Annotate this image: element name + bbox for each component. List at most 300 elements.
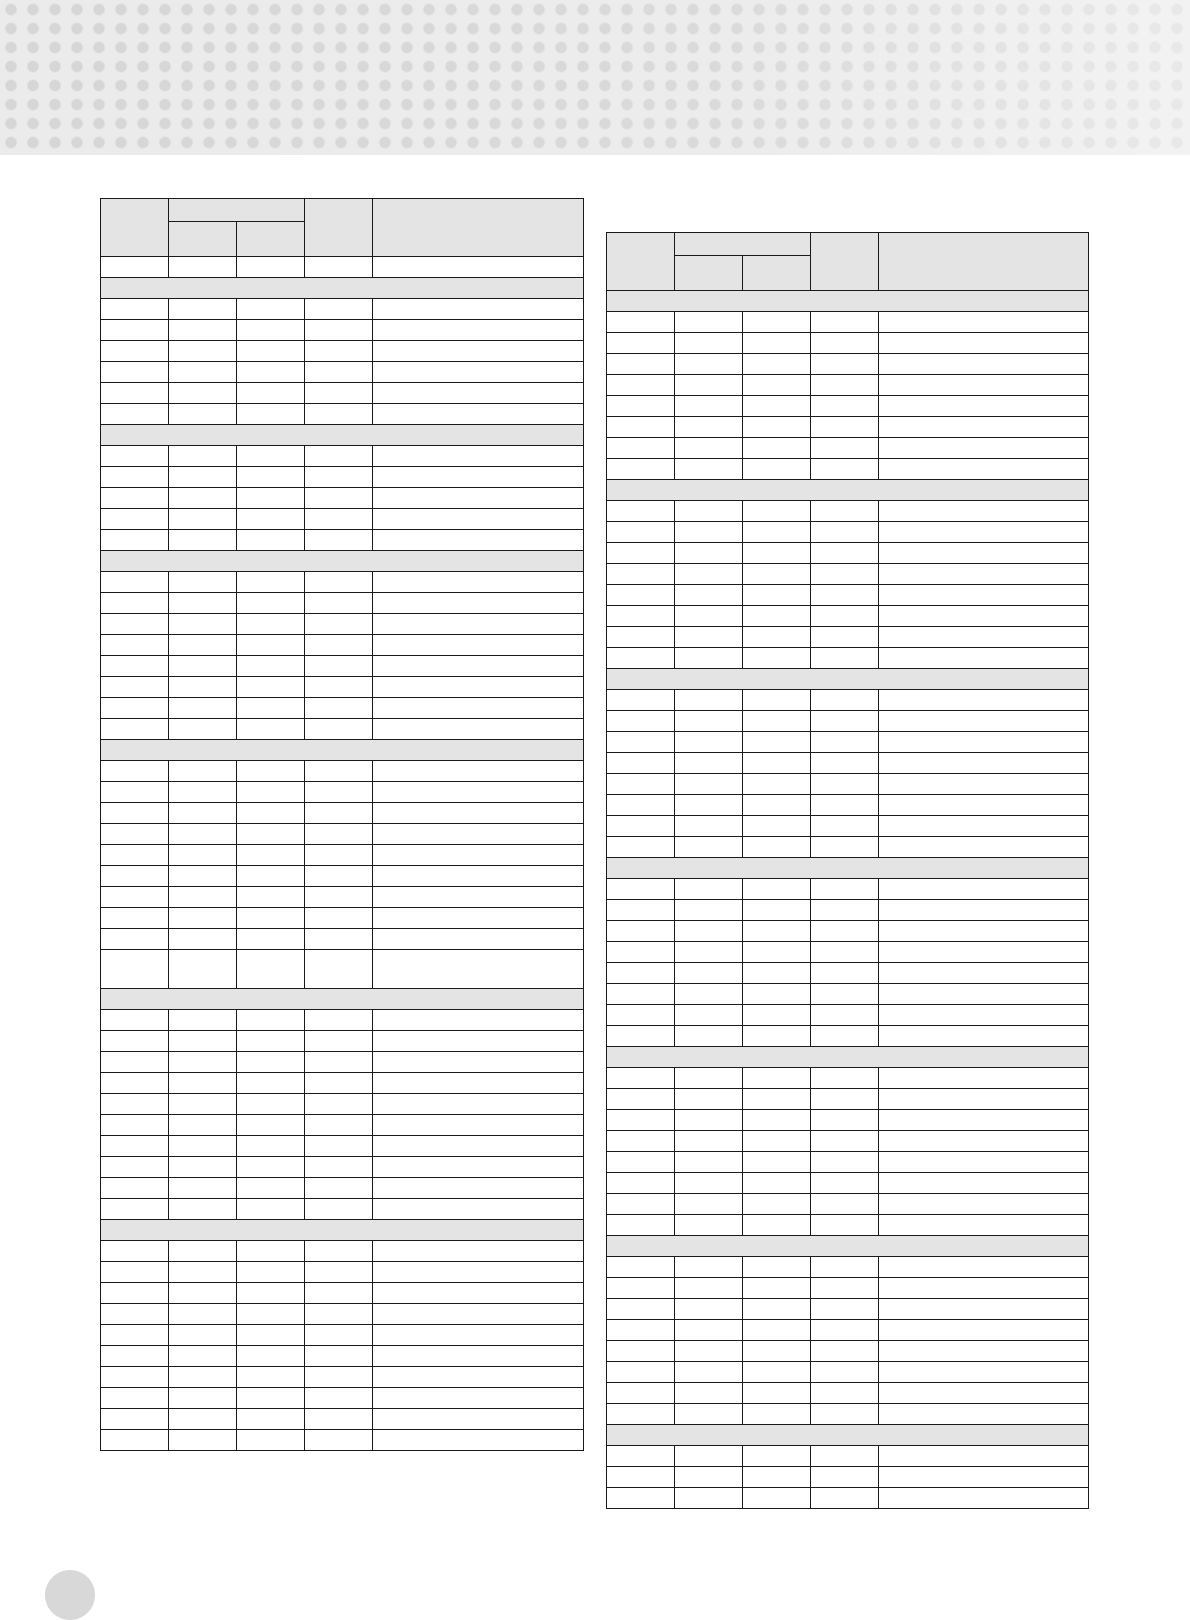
table-cell [237,761,305,782]
table-cell [743,1488,811,1509]
table-row [607,1488,1089,1509]
table-cell [811,795,879,816]
table-cell [811,1404,879,1425]
table-cell [373,1241,584,1262]
table-cell [169,1073,237,1094]
table-cell [879,522,1089,543]
table-cell [305,719,373,740]
table-row [101,1010,584,1031]
table-cell [169,383,237,404]
table-cell [305,320,373,341]
table-cell [373,887,584,908]
group-cell [607,1236,1089,1257]
table-cell [811,774,879,795]
table-cell [101,698,169,719]
table-cell [811,1362,879,1383]
table-cell [169,1262,237,1283]
table-cell [675,312,743,333]
table-cell [675,438,743,459]
table-cell [607,1089,675,1110]
table-cell [305,362,373,383]
table-row [607,1194,1089,1215]
table-cell [879,963,1089,984]
table-cell [607,1110,675,1131]
table-cell [373,299,584,320]
table-cell [811,732,879,753]
table-row [607,417,1089,438]
table-cell [607,921,675,942]
table-cell [305,929,373,950]
table-cell [373,656,584,677]
table-cell [101,593,169,614]
table-cell [811,1173,879,1194]
table-cell [607,375,675,396]
table-cell [743,564,811,585]
table-cell [169,782,237,803]
table-cell [607,1005,675,1026]
table-cell [237,320,305,341]
table-cell [607,1299,675,1320]
table-cell [879,585,1089,606]
table-row [607,501,1089,522]
table-group-row [101,551,584,572]
table-cell [169,1325,237,1346]
table-cell [373,1304,584,1325]
right-header-col2a [675,256,743,291]
table-cell [743,1173,811,1194]
table-cell [879,396,1089,417]
table-cell [373,446,584,467]
table-cell [169,1241,237,1262]
table-cell [811,1215,879,1236]
table-cell [169,488,237,509]
table-cell [305,467,373,488]
table-cell [675,564,743,585]
table-cell [169,362,237,383]
table-cell [607,774,675,795]
table-cell [743,795,811,816]
table-cell [811,1194,879,1215]
table-cell [811,1089,879,1110]
table-cell [101,1388,169,1409]
table-cell [305,383,373,404]
table-cell [237,257,305,278]
table-cell [811,711,879,732]
table-cell [743,333,811,354]
table-cell [237,1199,305,1220]
table-cell [675,417,743,438]
table-cell [237,677,305,698]
table-cell [169,1136,237,1157]
table-cell [237,1409,305,1430]
table-cell [169,677,237,698]
table-cell [675,1383,743,1404]
table-cell [305,761,373,782]
table-cell [101,530,169,551]
table-cell [237,1325,305,1346]
table-cell [811,1278,879,1299]
table-row [607,648,1089,669]
table-cell [607,1215,675,1236]
table-cell [305,866,373,887]
table-cell [811,333,879,354]
table-cell [879,1026,1089,1047]
table-cell [373,635,584,656]
table-cell [373,1178,584,1199]
table-cell [169,1367,237,1388]
left-header-col2-group [169,199,305,222]
table-cell [879,1299,1089,1320]
table-cell [743,1215,811,1236]
table-cell [879,774,1089,795]
table-cell [373,467,584,488]
table-row [607,690,1089,711]
table-group-row [607,669,1089,690]
table-cell [101,1178,169,1199]
table-cell [743,1299,811,1320]
table-row [101,299,584,320]
table-cell [305,698,373,719]
table-group-row [101,989,584,1010]
table-row [101,509,584,530]
table-cell [675,1026,743,1047]
table-cell [237,719,305,740]
table-cell [879,1257,1089,1278]
table-cell [607,333,675,354]
table-cell [675,984,743,1005]
table-row [101,929,584,950]
table-cell [305,299,373,320]
table-group-row [607,291,1089,312]
table-cell [675,900,743,921]
table-cell [101,950,169,989]
table-group-row [101,740,584,761]
table-cell [811,1320,879,1341]
table-row [101,257,584,278]
table-cell [373,719,584,740]
table-cell [237,908,305,929]
table-cell [305,845,373,866]
table-cell [305,677,373,698]
table-cell [743,942,811,963]
right-header-col1 [607,233,675,291]
table-cell [811,606,879,627]
left-header-col4 [373,199,584,257]
table-row [101,719,584,740]
table-cell [305,908,373,929]
table-cell [607,690,675,711]
table-cell [675,501,743,522]
table-cell [305,257,373,278]
table-row [101,1136,584,1157]
table-cell [811,648,879,669]
table-cell [743,1362,811,1383]
table-cell [101,1325,169,1346]
table-cell [373,341,584,362]
group-cell [101,425,584,446]
table-cell [101,446,169,467]
table-cell [607,1152,675,1173]
table-cell [879,711,1089,732]
table-cell [101,635,169,656]
table-cell [675,1215,743,1236]
table-cell [811,1383,879,1404]
table-cell [237,1136,305,1157]
table-cell [101,761,169,782]
table-cell [675,1362,743,1383]
table-cell [169,1199,237,1220]
table-cell [237,362,305,383]
table-row [607,1215,1089,1236]
table-cell [675,690,743,711]
table-cell [373,1367,584,1388]
page-number-badge [45,1570,95,1620]
table-cell [675,459,743,480]
table-cell [607,942,675,963]
table-cell [675,648,743,669]
table-cell [169,845,237,866]
table-cell [101,1031,169,1052]
table-cell [811,1005,879,1026]
table-cell [169,1031,237,1052]
table-cell [743,1257,811,1278]
table-cell [101,677,169,698]
table-cell [675,942,743,963]
table-cell [305,1241,373,1262]
table-cell [373,257,584,278]
table-cell [373,824,584,845]
table-cell [305,614,373,635]
table-cell [373,1073,584,1094]
table-cell [743,354,811,375]
table-cell [607,606,675,627]
table-cell [305,887,373,908]
table-cell [675,1257,743,1278]
table-row [607,1068,1089,1089]
table-cell [237,1262,305,1283]
table-cell [879,1194,1089,1215]
table-cell [811,1446,879,1467]
table-cell [675,1173,743,1194]
table-cell [305,1115,373,1136]
table-cell [305,1325,373,1346]
table-cell [237,1430,305,1451]
table-cell [879,438,1089,459]
table-cell [743,1278,811,1299]
table-cell [373,1094,584,1115]
table-cell [305,1052,373,1073]
table-row [101,404,584,425]
table-cell [373,1325,584,1346]
table-cell [169,1346,237,1367]
table-cell [169,341,237,362]
table-cell [743,1131,811,1152]
table-row [607,711,1089,732]
table-cell [101,1157,169,1178]
table-cell [675,1320,743,1341]
table-cell [373,530,584,551]
table-cell [305,656,373,677]
table-cell [811,1068,879,1089]
table-cell [305,1430,373,1451]
table-row [607,774,1089,795]
table-cell [305,824,373,845]
table-cell [675,1404,743,1425]
table-cell [169,866,237,887]
table-cell [607,1404,675,1425]
table-cell [237,1178,305,1199]
table-cell [101,572,169,593]
table-cell [237,341,305,362]
table-cell [101,1094,169,1115]
table-cell [607,459,675,480]
table-cell [101,1241,169,1262]
table-cell [811,900,879,921]
table-row [607,1383,1089,1404]
table-cell [811,816,879,837]
table-cell [373,362,584,383]
table-row [607,1152,1089,1173]
table-cell [675,1488,743,1509]
table-cell [743,459,811,480]
table-row [607,396,1089,417]
table-cell [675,879,743,900]
table-cell [305,1136,373,1157]
table-cell [101,1430,169,1451]
table-cell [879,1068,1089,1089]
table-cell [373,1388,584,1409]
table-cell [169,1304,237,1325]
table-row [607,1299,1089,1320]
table-row [101,1031,584,1052]
table-cell [879,606,1089,627]
right-header-col3 [811,233,879,291]
table-cell [169,467,237,488]
table-cell [237,1031,305,1052]
table-cell [237,803,305,824]
table-row [607,1320,1089,1341]
table-cell [373,1031,584,1052]
table-cell [101,467,169,488]
table-row [101,362,584,383]
table-cell [675,1131,743,1152]
table-cell [169,635,237,656]
table-cell [237,950,305,989]
table-cell [237,782,305,803]
table-cell [879,1110,1089,1131]
table-cell [169,656,237,677]
table-cell [811,375,879,396]
table-row [607,585,1089,606]
table-cell [101,908,169,929]
table-cell [743,816,811,837]
table-cell [879,732,1089,753]
table-cell [811,984,879,1005]
table-cell [607,564,675,585]
table-cell [879,837,1089,858]
table-cell [675,606,743,627]
table-cell [305,1199,373,1220]
table-cell [373,698,584,719]
table-cell [607,1467,675,1488]
table-cell [675,1446,743,1467]
table-cell [607,816,675,837]
table-row [607,459,1089,480]
table-row [101,656,584,677]
table-cell [169,1283,237,1304]
table-cell [811,354,879,375]
table-row [101,320,584,341]
table-cell [607,732,675,753]
table-cell [607,1194,675,1215]
table-cell [237,488,305,509]
table-cell [305,1073,373,1094]
table-cell [237,1094,305,1115]
table-cell [101,1409,169,1430]
table-cell [237,299,305,320]
table-row [607,1173,1089,1194]
table-row [101,1430,584,1451]
table-row [607,900,1089,921]
table-cell [373,1409,584,1430]
table-cell [169,719,237,740]
table-cell [305,1178,373,1199]
table-cell [237,845,305,866]
table-cell [101,614,169,635]
table-cell [607,354,675,375]
table-cell [879,1215,1089,1236]
group-cell [607,669,1089,690]
table-cell [879,1173,1089,1194]
table-cell [743,690,811,711]
table-cell [373,1283,584,1304]
table-cell [305,341,373,362]
table-cell [305,446,373,467]
table-cell [743,522,811,543]
table-cell [879,984,1089,1005]
table-cell [675,1194,743,1215]
table-cell [373,761,584,782]
table-cell [879,543,1089,564]
table-group-row [101,278,584,299]
table-cell [743,1005,811,1026]
table-cell [305,509,373,530]
table-cell [169,1094,237,1115]
table-cell [373,1010,584,1031]
table-cell [169,593,237,614]
right-data-table [606,232,1089,1509]
table-cell [237,1388,305,1409]
table-row [101,677,584,698]
table-row [607,333,1089,354]
table-cell [237,572,305,593]
table-cell [879,627,1089,648]
table-cell [169,509,237,530]
table-cell [675,753,743,774]
table-cell [169,614,237,635]
table-cell [607,984,675,1005]
table-cell [879,1278,1089,1299]
table-row [607,1131,1089,1152]
table-cell [101,362,169,383]
table-row [101,1346,584,1367]
table-row [101,1157,584,1178]
table-cell [101,383,169,404]
table-cell [607,648,675,669]
table-cell [811,585,879,606]
table-cell [743,900,811,921]
table-row [101,1283,584,1304]
